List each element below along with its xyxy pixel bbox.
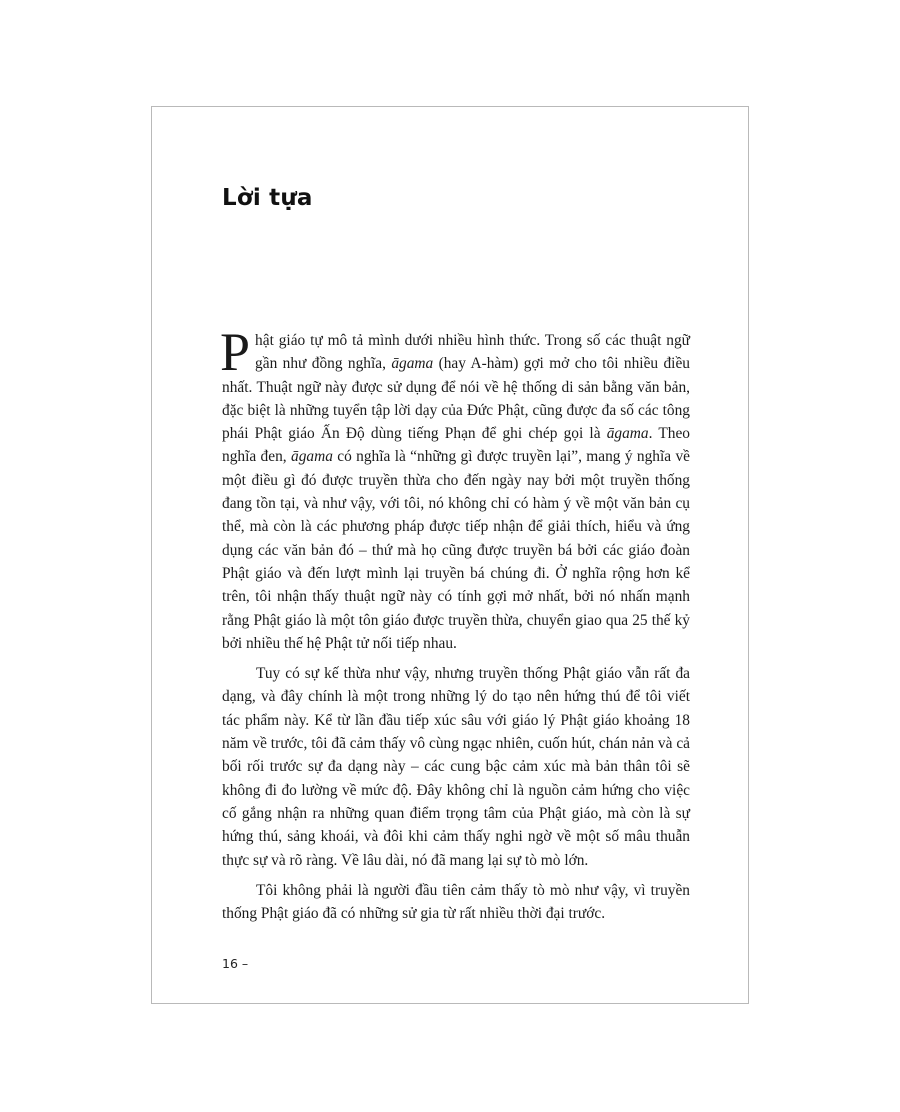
paragraph-1-text: hật giáo tự mô tả mình dưới nhiều hình thức. Trong số các thuật ngữ gần như đồng nghĩa, āgama (hay A-hàm) gợi mở cho tôi nhiều điều nhất. Thuật ngữ này được sử dụng để nói về hệ thống di sản bằng văn bản, đặc biệt là những tuyển tập lời dạy của Đức Phật, cũng được đa số các tông phái Phật giáo Ấn Độ dùng tiếng Phạn để ghi chép gọi là āgama. Theo nghĩa đen, āgama có nghĩa là “những gì được truyền lại”, mang ý nghĩa về một điều gì đó được truyền thừa cho đến ngày nay bởi một truyền thống đang tồn tại, và như vậy, với tôi, nó không chỉ có hàm ý về một văn bản cụ thể, mà còn là các phương pháp được tiếp nhận để giải thích, hiểu và ứng dụng các văn bản đó – thứ mà họ cũng được truyền bá bởi các giáo đoàn Phật giáo và đến lượt mình lại truyền bá chúng đi. Ở nghĩa rộng hơn kể trên, tôi nhận thấy thuật ngữ này có tính gợi mở nhất, bởi nó nhấn mạnh rằng Phật giáo là một tôn giáo được truyền thừa, chuyển giao qua 25 thế kỷ bởi nhiều thế hệ Phật tử nối tiếp nhau. xyxy=(222,332,691,652)
paragraph-3: Tôi không phải là người đầu tiên cảm thấy tò mò như vậy, vì truyền thống Phật giáo đã có những sử gia từ rất nhiều thời đại trước. xyxy=(222,881,690,923)
book-page xyxy=(151,106,749,1004)
term-agama: āgama xyxy=(606,425,649,443)
term-agama: āgama xyxy=(291,448,333,466)
term-agama: āgama xyxy=(391,355,434,373)
chapter-title: Lời tựa xyxy=(222,185,313,211)
body-text xyxy=(220,322,691,932)
drop-cap: P xyxy=(220,322,251,382)
page-number: 16 – xyxy=(222,956,249,971)
paragraph-1 xyxy=(220,322,691,655)
paragraph-2: Tuy có sự kế thừa như vậy, nhưng truyền thống Phật giáo vẫn rất đa dạng, và đây chính là một trong những lý do tạo nên hứng thú để tôi viết tác phẩm này. Kể từ lần đầu tiếp xúc sâu với giáo lý Phật giáo khoảng 18 năm về trước, tôi đã cảm thấy vô cùng ngạc nhiên, cuốn hút, chán nản và cả bối rối trước sự đa dạng này – các cung bậc cảm xúc mà bản thân tôi sẽ không đi đo lường về mức độ. Đây không chỉ là nguồn cảm hứng cho việc cố gắng nhận ra những quan điểm trọng tâm của Phật giáo, mà còn là sự hứng thú, sảng khoái, và đôi khi cảm thấy nghi ngờ về một số mâu thuẫn thực sự và rõ ràng. Về lâu dài, nó đã mang lại sự tò mò lớn. xyxy=(222,665,690,869)
